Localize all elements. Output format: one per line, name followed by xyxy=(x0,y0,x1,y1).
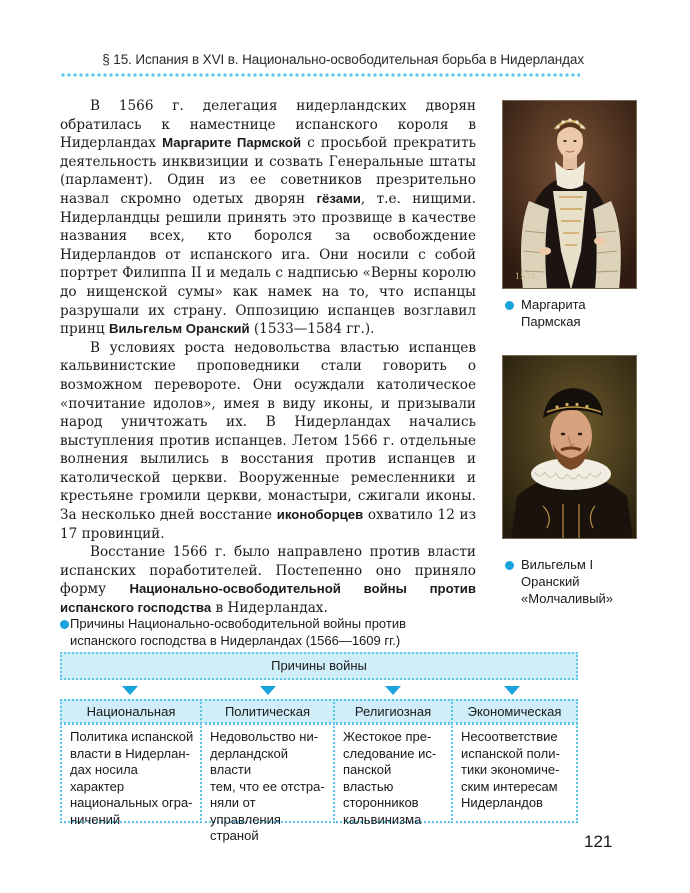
cause-text-economic: Несоответствие испанской поли- тики экономиче- ским интересам Нидерландов xyxy=(451,723,578,823)
portrait-william-of-orange xyxy=(502,355,637,539)
paragraph-2: В условиях роста недовольства властью испанцев кальвинистские проповедники стали говорить о возможном перевороте. Они осуждали католическое «почитание идолов», имея в виду иконы, и призывали народ уничтожать их. В Нидерландах начались выступления против испанцев. Летом 1566 г. отдельные волнения вылились в восстания против испанцев и католической церкви. Вооруженные ремесленники и крестьяне громили церкви, монастыри, сжигали иконы. За несколько дней восстание иконоборцев охватило 12 из 17 провинций. xyxy=(60,339,476,542)
arrow-down-icon xyxy=(122,686,138,695)
cause-header-religious: Религиозная xyxy=(333,699,453,724)
diagram-root-cell: Причины войны xyxy=(60,652,578,680)
cause-text-religious: Жестокое пре- следование ис- панской властью сторонников кальвинизма xyxy=(333,723,453,823)
caption-william: Вильгельм I Оранский «Молчаливый» xyxy=(521,557,614,606)
running-header: § 15. Испания в XVI в. Национально-освободительная борьба в Нидерландах xyxy=(102,52,584,67)
paragraph-1: В 1566 г. делегация нидерландских дворян обратилась к наместнице испанского короля в Нидерландах Маргарите Пармской с просьбой прекратить деятельность инквизиции и созвать Генеральные штаты (парламент). Один из ее советников презрительно назвал скромно одетых дворян гёзами, т.е. нищими. Нидерландцы решили принять это прозвище в качестве названия всех, кто боролся за освобождение Нидерландов от испанского ига. Они носили с собой портрет Филиппа II и медаль с надписью «Верны королю до нищенской сумы» как намек на то, что испанцы разрушали их страну. Оппозицию испанцев возглавил принц Вильгельм Оранский (1533—1584 гг.). xyxy=(60,98,477,338)
cause-header-political: Политическая xyxy=(200,699,335,724)
header-divider xyxy=(60,73,580,77)
term-william: Вильгельм Оранский xyxy=(108,321,250,337)
cause-text-national: Политика испанской власти в Нидерлан- дах носила характер национальных огра- ничений xyxy=(60,723,202,823)
arrow-down-icon xyxy=(385,686,401,695)
portrait-margaret-of-parma xyxy=(502,100,637,289)
caption-margaret: Маргарита Пармская xyxy=(521,297,586,329)
cause-text-political: Недовольство ни- дерландской власти тем, что ее отстра- няли от управления страной xyxy=(200,723,335,823)
portrait-inscription: 1533 xyxy=(515,272,536,281)
cause-header-national: Национальная xyxy=(60,699,202,724)
term-war: Национально-освободительной войны против испанского господства xyxy=(60,581,477,616)
paragraph-3: Восстание 1566 г. было направлено против власти испанских поработителей. Постепенно оно приняло форму Национально-освободительной войны против испанского господства в Нидерландах. xyxy=(60,544,477,617)
diagram-title: Причины Национально-освободительной войны против испанского господства в Нидерландах (1566—1609 гг.) xyxy=(70,616,406,648)
term-margaret: Маргарите Пармской xyxy=(162,135,302,151)
caption-bullet-william xyxy=(505,561,514,570)
term-iconoclasts: иконоборцев xyxy=(276,507,364,523)
term-geuzen: гёзами xyxy=(316,190,361,206)
caption-bullet-margaret xyxy=(505,301,514,310)
diagram-bullet xyxy=(60,620,69,629)
arrow-down-icon xyxy=(504,686,520,695)
main-text xyxy=(60,97,476,618)
arrow-down-icon xyxy=(260,686,276,695)
page-number: 121 xyxy=(584,832,613,851)
cause-header-economic: Экономическая xyxy=(451,699,578,724)
